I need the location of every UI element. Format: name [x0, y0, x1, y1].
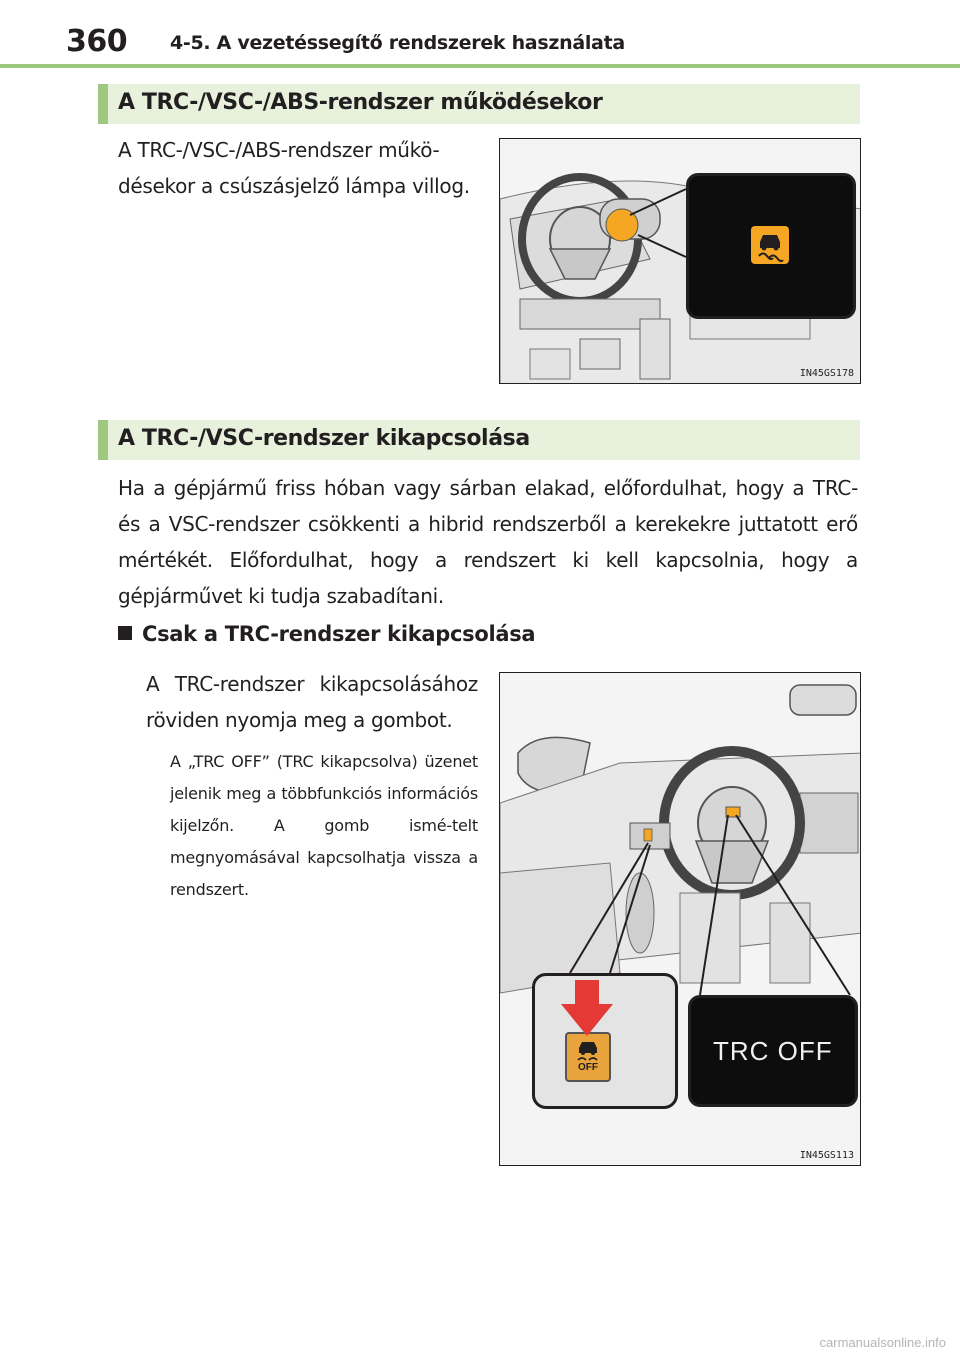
watermark[interactable]: carmanualsonline.info [819, 1335, 946, 1350]
subheading-trc-only [118, 622, 535, 646]
figure-trc-off-button [499, 672, 861, 1166]
figure-code: IN45GS178 [799, 368, 854, 379]
indicator-callout [686, 173, 856, 319]
section2-paragraph: Ha a gépjármű friss hóban vagy sárban elakad, előfordulhat, hogy a TRC- és a VSC-rendszer csökkenti a hibrid rendszerből a kerekekre juttatott erő mértékét. Előfordulhat, hogy a rendszert ki kell kapcsolnia, hogy a gépjárművet ki tudja szabadítani. [118, 476, 858, 608]
figure-dashboard-slip-indicator [499, 138, 861, 384]
slip-indicator-icon [751, 226, 789, 264]
press-arrow-icon [557, 980, 617, 1040]
section1-line1: A TRC-/VSC-/ABS-rendszer műkö- [118, 138, 440, 162]
page-number: 360 [66, 24, 128, 59]
subheading-text: Csak a TRC-rendszer kikapcsolása [142, 622, 536, 646]
button-callout [532, 973, 678, 1109]
square-bullet-icon [118, 626, 132, 640]
section1-body [118, 132, 478, 204]
skid-car-icon [567, 1036, 609, 1064]
header-divider [0, 64, 960, 68]
section-heading-text: A TRC-/VSC-rendszer kikapcsolása [118, 426, 530, 451]
figure-code: IN45GS113 [799, 1150, 854, 1161]
section-heading-abs-operation [98, 84, 860, 124]
chapter-title: 4-5. A vezetéssegítő rendszerek használata [170, 32, 625, 54]
section-heading-text: A TRC-/VSC-/ABS-rendszer működésekor [118, 90, 603, 115]
trc-off-message: TRC OFF [713, 1036, 833, 1066]
section-heading-trc-vsc-off [98, 420, 860, 460]
note-text: A „TRC OFF” (TRC kikapcsolva) üzenet jelenik meg a többfunkciós információs kijelzőn. A gomb ismé-telt megnyomásával kapcsolhatja vissza a rendszert. [170, 752, 478, 899]
button-label: OFF [578, 1062, 598, 1073]
display-callout [688, 995, 858, 1107]
sub-instruction: A TRC-rendszer kikapcsolásához röviden nyomja meg a gombot. [146, 672, 478, 732]
section1-line2: désekor a csúszásjelző lámpa villog. [118, 174, 470, 198]
